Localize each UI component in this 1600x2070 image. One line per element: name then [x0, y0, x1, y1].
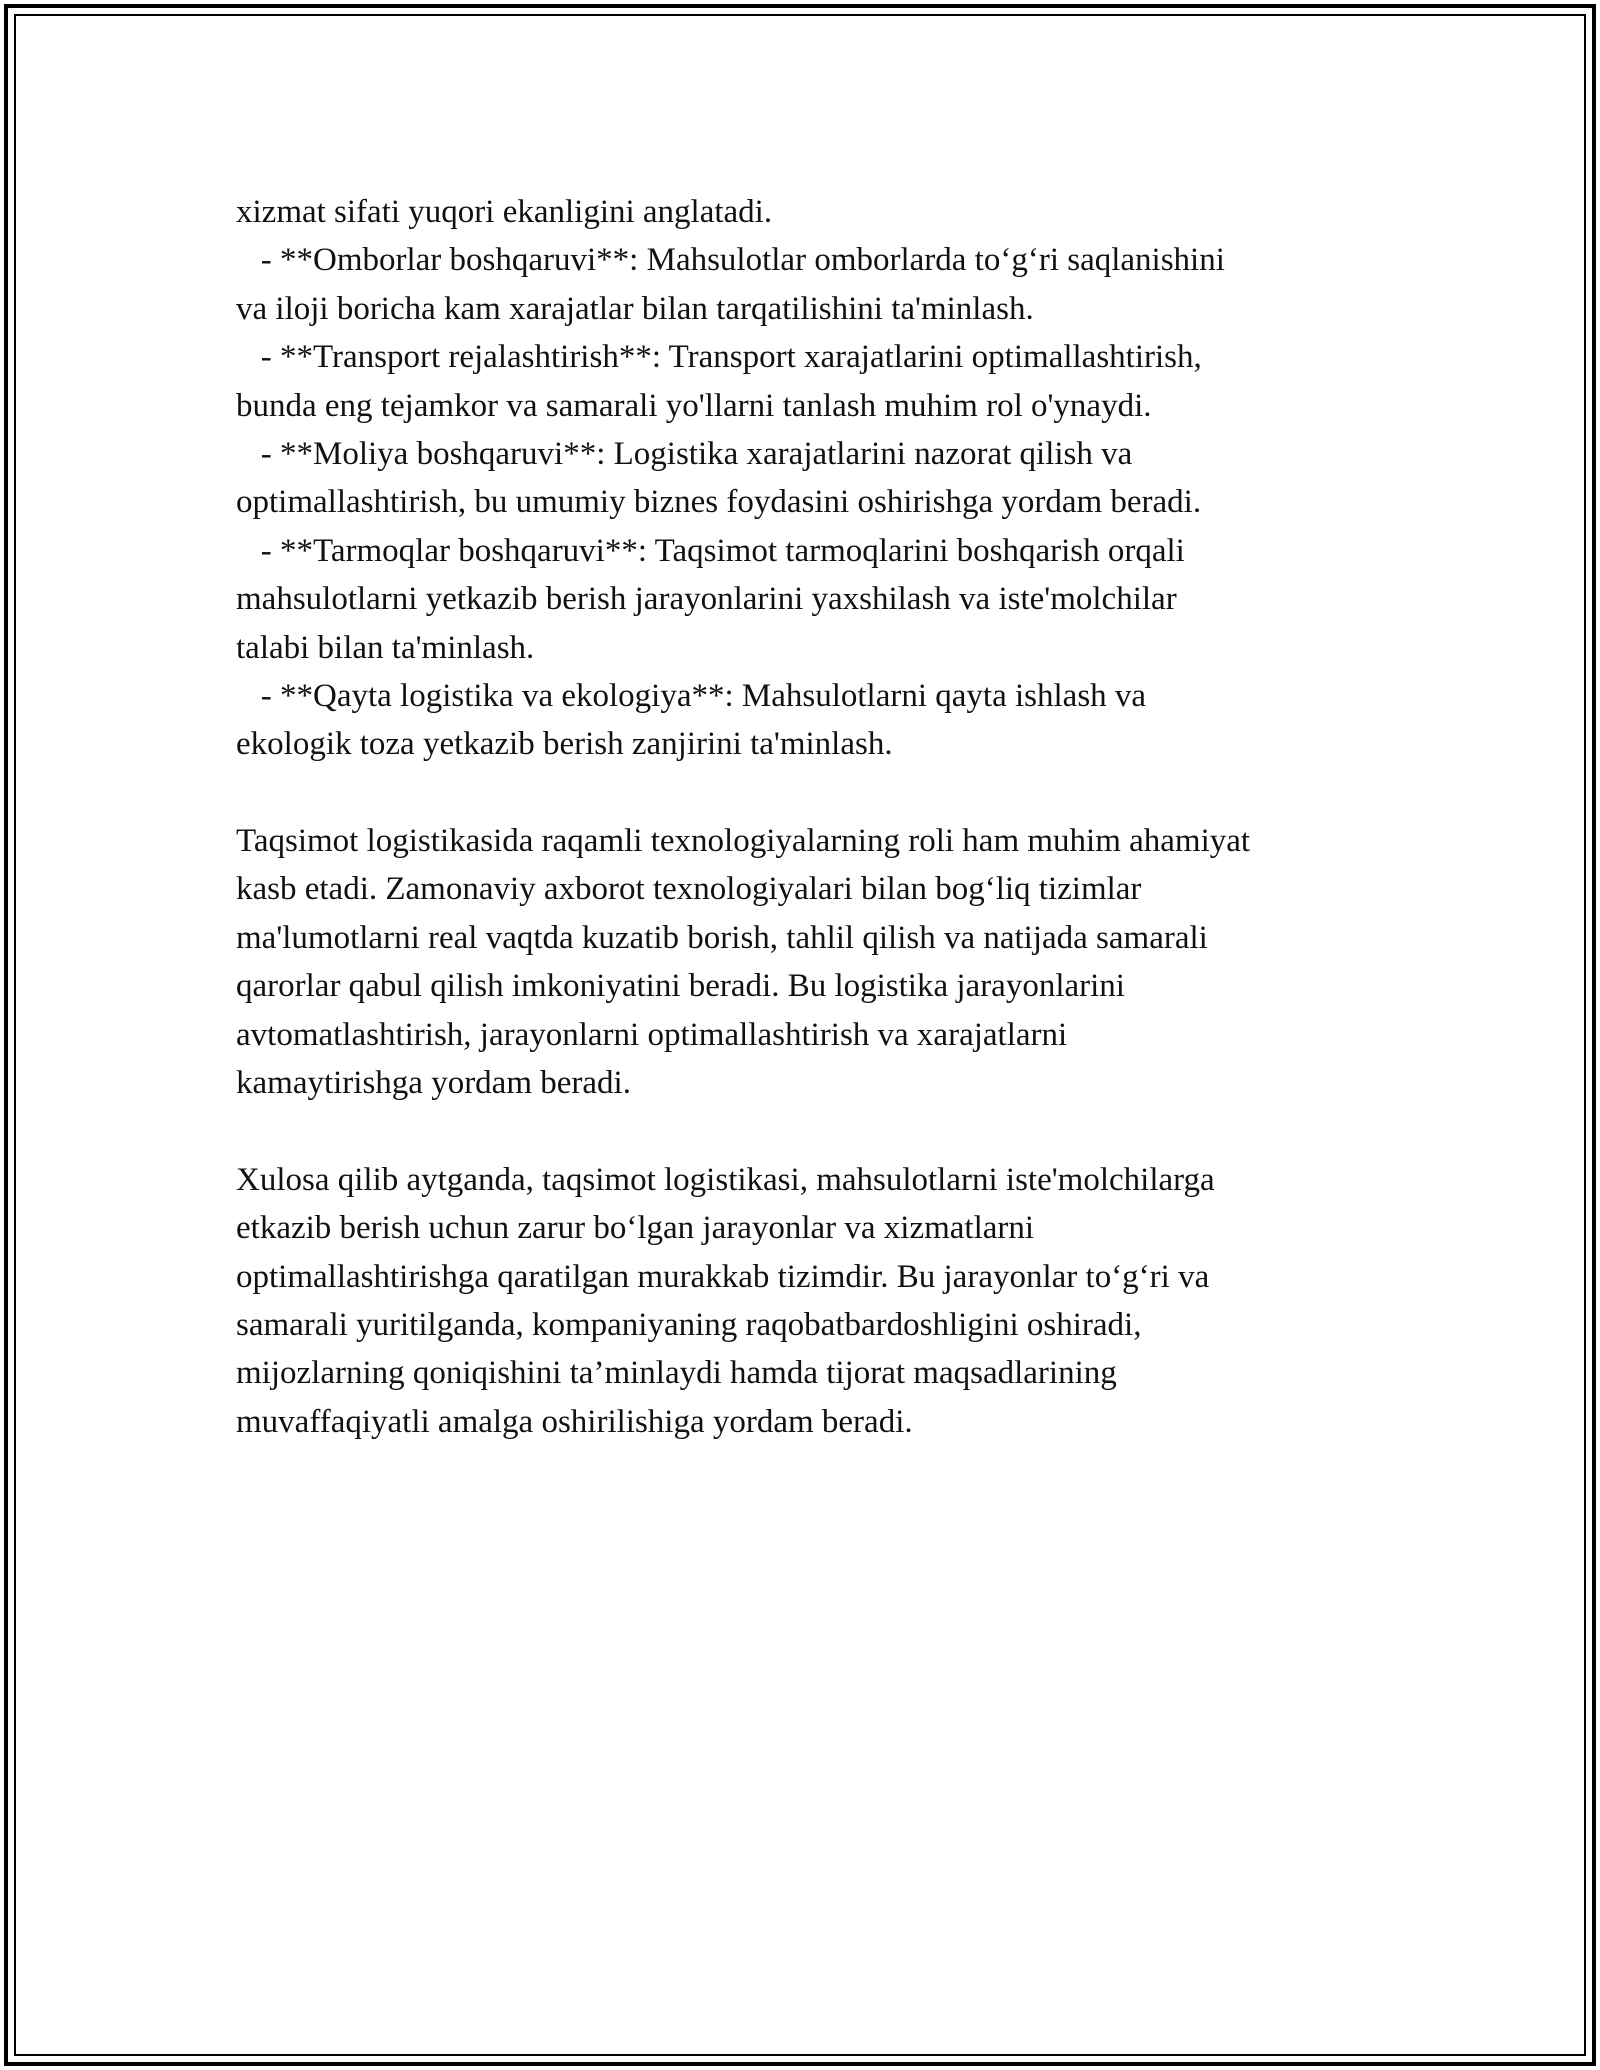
text-line: optimallashtirishga qaratilgan murakkab tizimdir. Bu jarayonlar to‘g‘ri va	[236, 1258, 1210, 1295]
text-line: mahsulotlarni yetkazib berish jarayonlarini yaxshilash va iste'molchilar	[236, 581, 1177, 618]
paragraph-conclusion: Xulosa qilib aytganda, taqsimot logistikasi, mahsulotlarni iste'molchilarga	[236, 1161, 1215, 1198]
text-line: avtomatlashtirish, jarayonlarni optimallashtirish va xarajatlarni	[236, 1016, 1068, 1053]
text-line: muvaffaqiyatli amalga oshirilishiga yordam beradi.	[236, 1403, 913, 1440]
list-item-moliya: - **Moliya boshqaruvi**: Logistika xarajatlarini nazorat qilish va	[236, 435, 1133, 472]
text-line: xizmat sifati yuqori ekanligini anglatadi.	[236, 194, 773, 230]
list-item-tarmoqlar: - **Tarmoqlar boshqaruvi**: Taqsimot tarmoqlarini boshqarish orqali	[236, 532, 1185, 569]
list-item-transport: - **Transport rejalashtirish**: Transport xarajatlarini optimallashtirish,	[236, 339, 1202, 376]
paragraph-digital-tech: Taqsimot logistikasida raqamli texnologiyalarning roli ham muhim ahamiyat	[236, 823, 1251, 860]
text-line: kasb etadi. Zamonaviy axborot texnologiyalari bilan bog‘liq tizimlar	[236, 871, 1142, 908]
text-line: optimallashtirish, bu umumiy biznes foydasini oshirishga yordam beradi.	[236, 484, 1202, 521]
paragraph-spacer	[236, 769, 1386, 817]
text-line: talabi bilan ta'minlash.	[236, 629, 535, 666]
text-line: ekologik toza yetkazib berish zanjirini ta'minlash.	[236, 726, 893, 763]
text-line: qarorlar qabul qilish imkoniyatini beradi. Bu logistika jarayonlarini	[236, 968, 1125, 1005]
text-line: ma'lumotlarni real vaqtda kuzatib borish, tahlil qilish va natijada samarali	[236, 919, 1208, 956]
document-body	[236, 188, 1386, 1446]
paragraph-spacer	[236, 1107, 1386, 1155]
list-item-qayta-logistika: - **Qayta logistika va ekologiya**: Mahsulotlarni qayta ishlash va	[236, 677, 1147, 714]
text-line: mijozlarning qoniqishini ta’minlaydi hamda tijorat maqsadlarining	[236, 1355, 1117, 1392]
text-line: bunda eng tejamkor va samarali yo'llarni tanlash muhim rol o'ynaydi.	[236, 387, 1152, 424]
list-item-omborlar: - **Omborlar boshqaruvi**: Mahsulotlar omborlarda to‘g‘ri saqlanishini	[236, 242, 1225, 279]
text-line: samarali yuritilganda, kompaniyaning raqobatbardoshligini oshiradi,	[236, 1306, 1142, 1343]
text-line: kamaytirishga yordam beradi.	[236, 1065, 631, 1102]
text-line: etkazib berish uchun zarur bo‘lgan jarayonlar va xizmatlarni	[236, 1210, 1035, 1247]
text-line: va iloji boricha kam xarajatlar bilan tarqatilishini ta'minlash.	[236, 290, 1034, 327]
